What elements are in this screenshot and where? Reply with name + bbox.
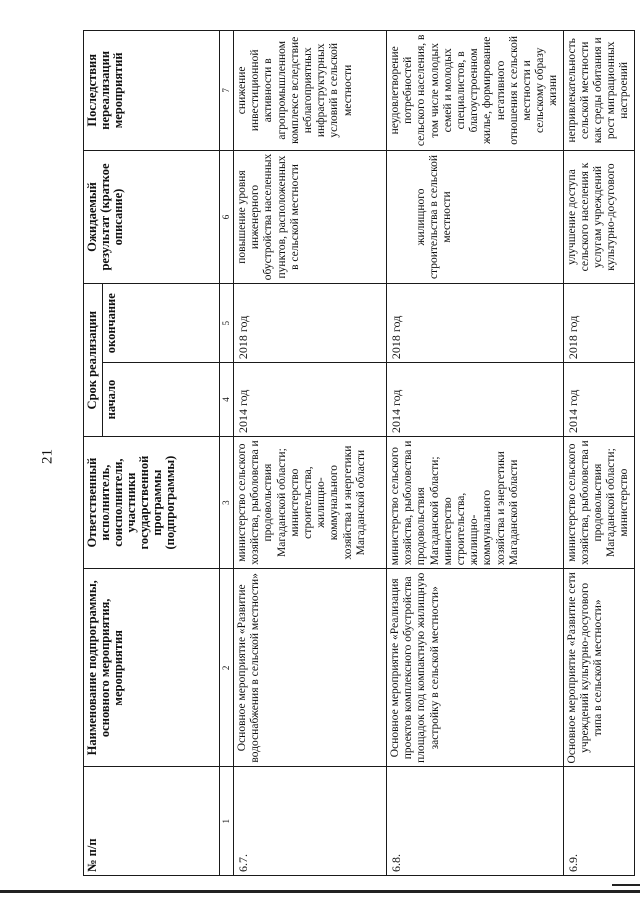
header-consequences: Последствия нереализации мероприятий: [84, 31, 220, 151]
program-measures-table: [83, 30, 635, 876]
header-num: № п/п: [84, 767, 220, 876]
index-cell: 5: [220, 284, 234, 363]
row-result: улучшение доступа сельского населения к услугам учреждений культурно-досугового: [563, 150, 634, 284]
row-start: 2014 год: [387, 363, 564, 437]
header-name: Наименование подпрограммы, основного мероприятия, мероприятия: [84, 569, 220, 767]
row-name: Основное мероприятие «Реализация проектов комплексного обустройства площадок под компактную жилищную застройку в сельской местности»: [387, 569, 564, 767]
header-row-top: [84, 31, 103, 876]
row-start: 2014 год: [234, 363, 387, 437]
table-row: [563, 31, 634, 876]
index-cell: 1: [220, 767, 234, 876]
index-cell: 7: [220, 31, 234, 151]
row-name: Основное мероприятие «Развитие водоснабжения в сельской местности»: [234, 569, 387, 767]
row-end: 2018 год: [387, 284, 564, 363]
index-cell: 3: [220, 437, 234, 569]
row-consequences: снижение инвестиционной активности в агропромышленном комплексе вследствие неблагоприятных инфраструктурных условий в сельской местности: [234, 31, 387, 151]
page-number: 21: [39, 449, 56, 464]
table-row: [387, 31, 564, 876]
index-row: [220, 31, 234, 876]
index-cell: 4: [220, 363, 234, 437]
row-consequences: непривлекательность сельской местности как среды обитания и рост миграционных настроений: [563, 31, 634, 151]
row-consequences: неудовлетворение потребностей сельского населения, в том числе молодых семей и молодых специалистов, в благоустроенном жилье, формирование негативного отношения к сельской местности и сельскому образу жизни: [387, 31, 564, 151]
rotated-table-wrapper: [83, 30, 631, 876]
row-result: жилищного строительства в сельской местности: [387, 150, 564, 284]
header-start: начало: [103, 363, 220, 437]
table-row: [234, 31, 387, 876]
header-responsible: Ответственный исполнитель, соисполнители, участники государственной программы (подпрограммы): [84, 437, 220, 569]
page-bottom-rule-tick: [612, 884, 640, 886]
index-cell: 6: [220, 150, 234, 284]
row-result: повышение уровня инженерного обустройства населенных пунктов, расположенных в сельской местности: [234, 150, 387, 284]
row-responsible: министерство сельского хозяйства, рыболовства и продовольствия Магаданской области; министерство строительства, жилищно-коммунального хозяйства и энергетики Магаданской области: [387, 437, 564, 569]
row-end: 2018 год: [563, 284, 634, 363]
row-number: 6.9.: [563, 767, 634, 876]
row-start: 2014 год: [563, 363, 634, 437]
index-cell: 2: [220, 569, 234, 767]
row-name: Основное мероприятие «Развитие сети учреждений культурно-досугового типа в сельской местности»: [563, 569, 634, 767]
row-responsible: министерство сельского хозяйства, рыболовства и продовольствия Магаданской области; министерство строительства, жилищно-коммунального хозяйства и энергетики Магаданской области: [234, 437, 387, 569]
header-period: Срок реализации: [84, 284, 103, 437]
row-number: 6.7.: [234, 767, 387, 876]
header-end: окончание: [103, 284, 220, 363]
row-end: 2018 год: [234, 284, 387, 363]
header-result: Ожидаемый результат (краткое описание): [84, 150, 220, 284]
page-bottom-rule: [0, 890, 640, 893]
row-number: 6.8.: [387, 767, 564, 876]
row-responsible: министерство сельского хозяйства, рыболовства и продовольствия Магаданской области; министерство: [563, 437, 634, 569]
